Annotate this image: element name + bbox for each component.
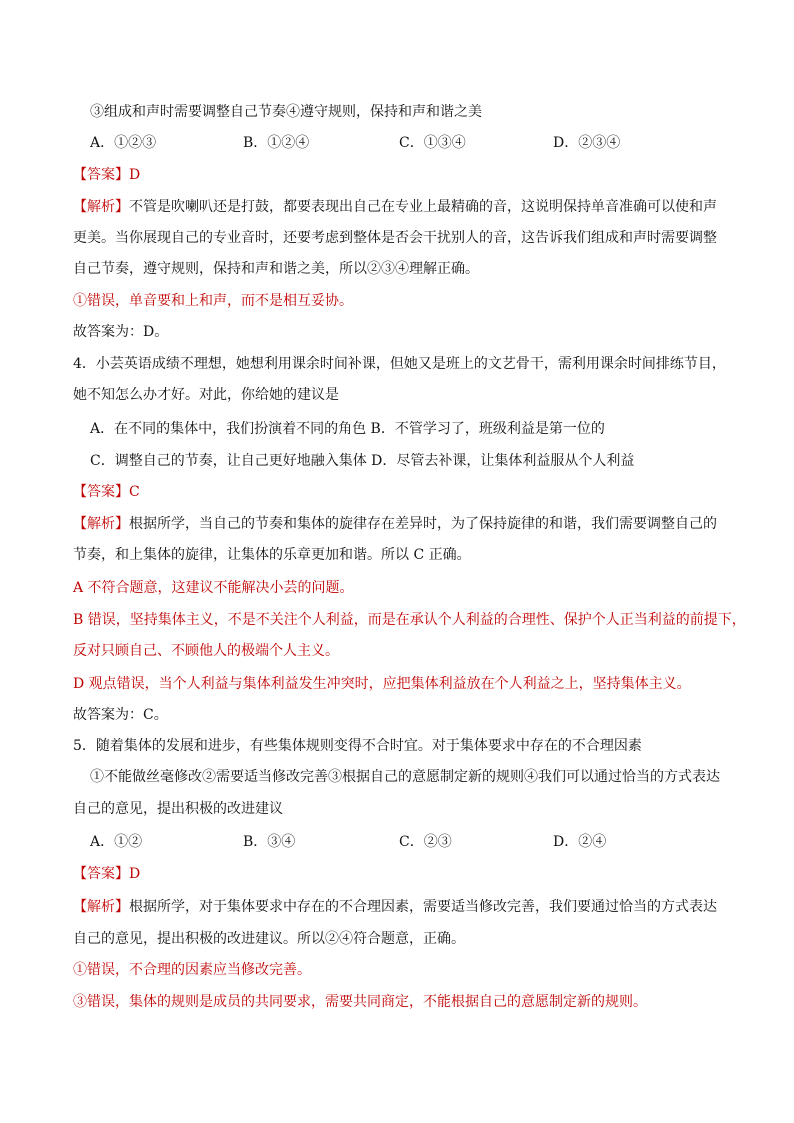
answer-value: C [129,484,140,500]
q4-wrong-d: D 观点错误，当个人利益与集体利益发生冲突时，应把集体利益放在个人利益之上，坚持集体主义。 [73,676,691,692]
q3-answer [73,165,734,185]
q3-analysis-line-1 [73,197,734,217]
analysis-tag: 【解析】 [73,516,129,532]
q4-question-line-1: 4．小芸英语成绩不理想，她想利用课余时间补课，但她又是班上的文艺骨干，需利用课余时间排练节目， [73,356,726,372]
analysis-tag: 【解析】 [73,899,129,915]
q4-wrong-b-line-1: B 错误，坚持集体主义，不是不关注个人利益，而是在承认个人利益的合理性、保护个人正当利益的前提下， [73,612,746,628]
q4-conclusion: 故答案为：C。 [73,707,168,723]
analysis-text: 根据所学，当自己的节奏和集体的旋律存在差异时，为了保持旋律的和谐，我们需要调整自己的 [129,516,717,532]
answer-value: D [129,866,141,882]
q3-conclusion: 故答案为：D。 [73,324,169,340]
q5-option-c: C．②③ [399,834,452,850]
q3-options [73,133,734,153]
q3-analysis-line-3: 自己节奏，遵守规则，保持和声和谐之美，所以②③④理解正确。 [73,261,479,277]
q4-analysis-line-1 [73,514,734,534]
analysis-tag: 【解析】 [73,199,129,215]
analysis-text: 不管是吹喇叭还是打鼓，都要表现出自己在专业上最精确的音，这说明保持单音准确可以使和声 [129,199,717,215]
q4-wrong-a: A 不符合题意，这建议不能解决小芸的问题。 [73,580,354,596]
q3-statement: ③组成和声时需要调整自己节奏④遵守规则，保持和声和谐之美 [90,104,482,120]
answer-tag: 【答案】 [73,484,129,500]
q5-answer [73,864,734,884]
q5-question: 5．随着集体的发展和进步，有些集体规则变得不合时宜。对于集体要求中存在的不合理因素 [73,738,642,754]
answer-tag: 【答案】 [73,167,129,183]
answer-value: D [129,167,141,183]
q5-wrong-1: ①错误，不合理的因素应当修改完善。 [73,962,311,978]
q5-analysis-line-2: 自己的意见，提出积极的改进建议。所以②④符合题意，正确。 [73,931,465,947]
q3-option-d: D．②③④ [553,135,621,151]
q5-option-d: D．②④ [553,834,607,850]
q3-analysis-line-2: 更美。当你展现自己的专业音时，还要考虑到整体是否会干扰别人的音，这告诉我们组成和声时需要调整 [73,230,717,246]
q5-option-a: A．①② [90,834,143,850]
q4-analysis-line-2: 节奏，和上集体的旋律，让集体的乐章更加和谐。所以 C 正确。 [73,547,471,563]
q5-options [73,832,734,852]
q5-analysis-line-1 [73,897,734,917]
q3-option-b: B．①②④ [243,135,310,151]
analysis-text: 根据所学，对于集体要求中存在的不合理因素，需要适当修改完善，我们要通过恰当的方式表达 [129,899,717,915]
q3-option-c: C．①③④ [399,135,466,151]
q5-statement-line-1: ①不能做丝毫修改②需要适当修改完善③根据自己的意愿制定新的规则④我们可以通过恰当的方式表达 [90,769,720,785]
q3-wrong-1: ①错误，单音要和上和声，而不是相互妥协。 [73,293,353,309]
answer-tag: 【答案】 [73,866,129,882]
q5-option-b: B．③④ [243,834,296,850]
q4-question-line-2: 她不知怎么办才好。对此，你给她的建议是 [73,387,339,403]
q4-wrong-b-line-2: 反对只顾自己、不顾他人的极端个人主义。 [73,643,339,659]
q3-option-a: A．①②③ [90,135,157,151]
q5-wrong-3: ③错误，集体的规则是成员的共同要求，需要共同商定，不能根据自己的意愿制定新的规则。 [73,994,647,1010]
q4-answer [73,482,734,502]
q4-options-line-2: C．调整自己的节奏，让自己更好地融入集体 D．尽管去补课，让集体利益服从个人利益 [90,453,635,469]
q5-statement-line-2: 自己的意见，提出积极的改进建议 [73,801,283,817]
q4-options-line-1: A．在不同的集体中，我们扮演着不同的角色 B．不管学习了，班级利益是第一位的 [90,421,605,437]
